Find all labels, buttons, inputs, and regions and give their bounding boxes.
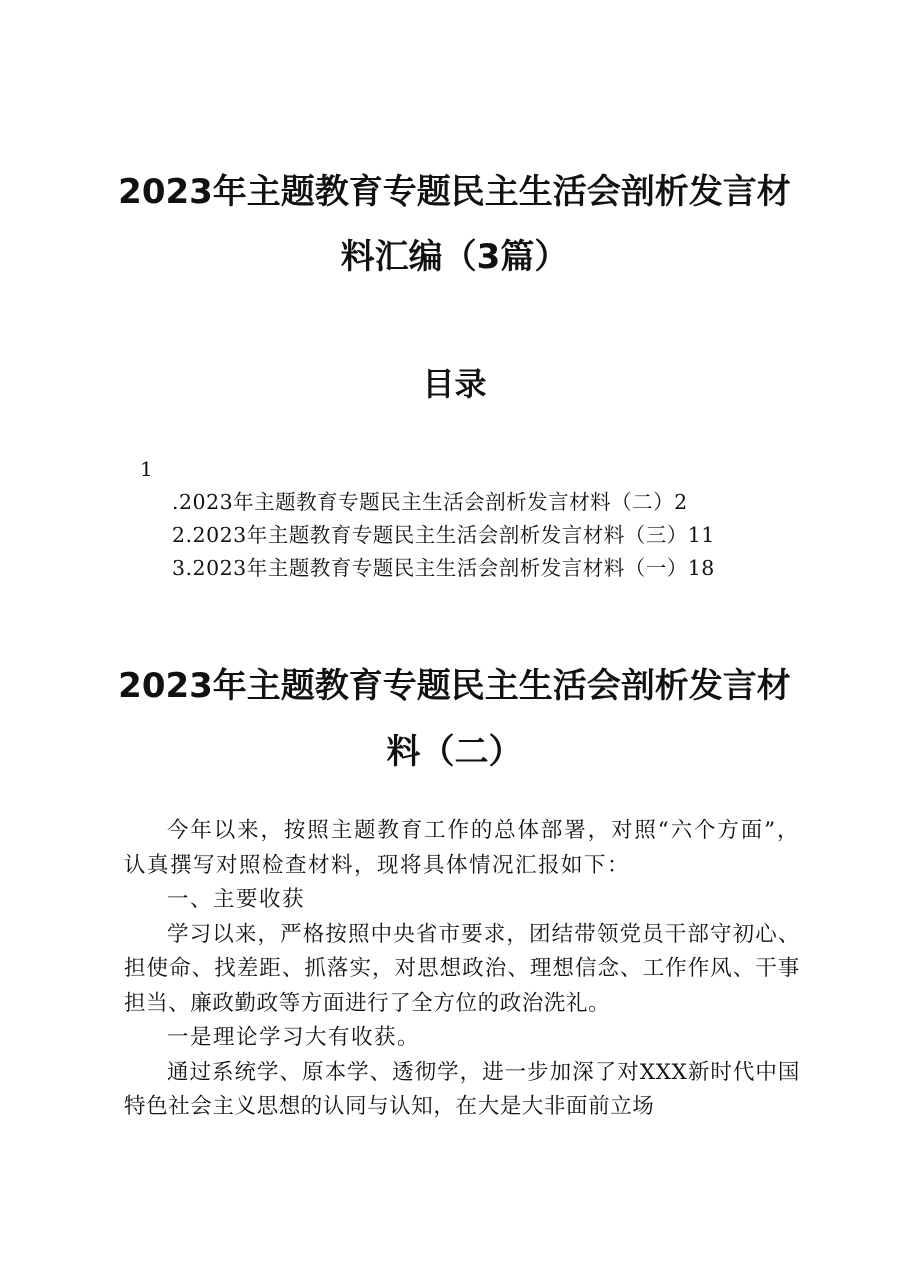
body-paragraph: 学习以来，严格按照中央省市要求，团结带领党员干部守初心、担使命、找差距、抓落实，对思想政治、理想信念、工作作风、干事担当、廉政勤政等方面进行了全方位的政治洗礼。 <box>124 921 800 1016</box>
section-heading-main-gains: 一、主要收获 <box>167 887 306 912</box>
toc-heading: 目录 <box>422 365 487 403</box>
body-text <box>124 814 800 1125</box>
section-title-line-1: 2023年主题教育专题民主生活会剖析发言材 <box>118 666 791 706</box>
toc-leading-number: 1 <box>140 457 153 481</box>
toc-item[interactable]: 2.2023年主题教育专题民主生活会剖析发言材料（三）11 <box>172 523 715 547</box>
section-title-line-2: 料（二） <box>386 732 523 772</box>
document-title-line-1: 2023年主题教育专题民主生活会剖析发言材 <box>118 172 791 212</box>
toc-list <box>172 486 715 585</box>
body-paragraph: 通过系统学、原本学、透彻学，进一步加深了对XXX新时代中国特色社会主义思想的认同与认知，在大是大非面前立场 <box>124 1059 800 1119</box>
document-title-line-2: 料汇编（3篇） <box>340 237 569 277</box>
body-paragraph: 今年以来，按照主题教育工作的总体部署，对照“六个方面”，认真撰写对照检查材料，现将具体情况汇报如下： <box>124 818 800 878</box>
subheading-theory-study: 一是理论学习大有收获。 <box>167 1025 421 1050</box>
toc-item[interactable]: .2023年主题教育专题民主生活会剖析发言材料（二）2 <box>172 490 688 514</box>
toc-item[interactable]: 3.2023年主题教育专题民主生活会剖析发言材料（一）18 <box>172 556 715 580</box>
